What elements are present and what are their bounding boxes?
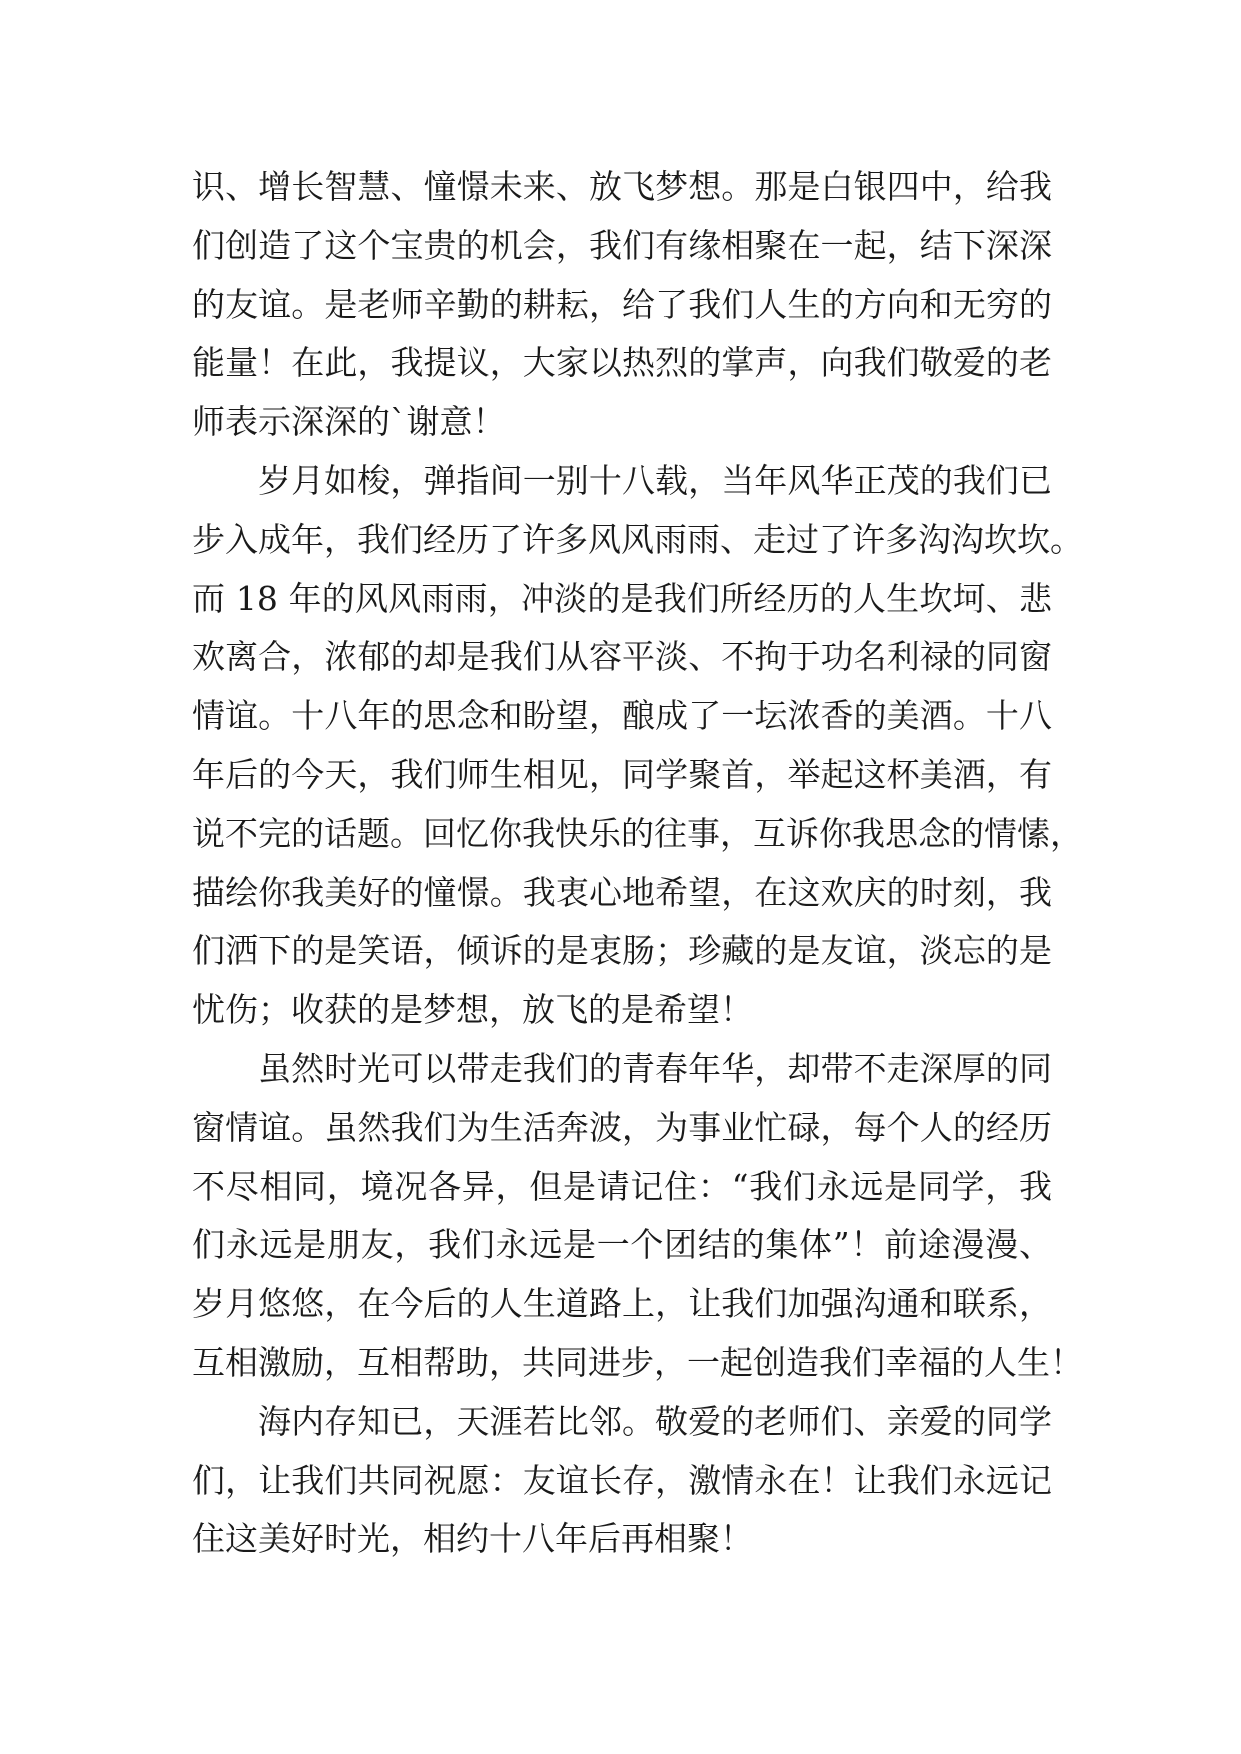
paragraph-2-line-9: 们洒下的是笑语，倾诉的是衷肠；珍藏的是友谊，淡忘的是 [192, 931, 1052, 971]
paragraph-2-line-8: 描绘你我美好的憧憬。我衷心地希望，在这欢庆的时刻，我 [192, 872, 1052, 912]
paragraph-2-line-2: 步入成年，我们经历了许多风风雨雨、走过了许多沟沟坎坎。 [192, 519, 1083, 559]
paragraph-2-line-7: 说不完的话题。回忆你我快乐的往事，互诉你我思念的情愫， [192, 813, 1083, 853]
paragraph-3-line-5: 岁月悠悠，在今后的人生道路上，让我们加强沟通和联系， [192, 1284, 1052, 1324]
paragraph-3-line-2: 窗情谊。虽然我们为生活奔波，为事业忙碌，每个人的经历 [192, 1107, 1052, 1147]
paragraph-2-line-6: 年后的今天，我们师生相见，同学聚首，举起这杯美酒，有 [192, 754, 1052, 794]
paragraph-3-line-1: 虽然时光可以带走我们的青春年华，却带不走深厚的同 [258, 1048, 1052, 1088]
paragraph-1-line-2: 们创造了这个宝贵的机会，我们有缘相聚在一起，结下深深 [192, 225, 1052, 265]
paragraph-2-line-3: 而 18 年的风风雨雨，冲淡的是我们所经历的人生坎坷、悲 [192, 578, 1052, 618]
paragraph-1-line-5: 师表示深深的`谢意！ [192, 402, 506, 442]
paragraph-2-line-5: 情谊。十八年的思念和盼望，酿成了一坛浓香的美酒。十八 [192, 696, 1052, 736]
paragraph-4-line-1: 海内存知已，天涯若比邻。敬爱的老师们、亲爱的同学 [258, 1401, 1052, 1441]
paragraph-3-line-3: 不尽相同，境况各异，但是请记住：“我们永远是同学，我 [192, 1166, 1052, 1206]
paragraph-2-line-1: 岁月如梭，弹指间一别十八载，当年风华正茂的我们已 [258, 460, 1052, 500]
paragraph-1-line-4: 能量！在此，我提议，大家以热烈的掌声，向我们敬爱的老 [192, 343, 1052, 383]
paragraph-3-line-4: 们永远是朋友，我们永远是一个团结的集体”！前途漫漫、 [192, 1225, 1052, 1265]
paragraph-1-line-3: 的友谊。是老师辛勤的耕耘，给了我们人生的方向和无穷的 [192, 284, 1052, 324]
paragraph-2-line-4: 欢离合，浓郁的却是我们从容平淡、不拘于功名利禄的同窗 [192, 637, 1052, 677]
document-body [192, 158, 1083, 1569]
paragraph-1-line-1: 识、增长智慧、憧憬未来、放飞梦想。那是白银四中，给我 [192, 167, 1052, 206]
paragraph-4-line-3: 住这美好时光，相约十八年后再相聚！ [192, 1519, 753, 1559]
paragraph-3-line-6: 互相激励，互相帮助，共同进步，一起创造我们幸福的人生！ [192, 1342, 1083, 1382]
paragraph-4-line-2: 们，让我们共同祝愿：友谊长存，激情永在！让我们永远记 [192, 1460, 1052, 1500]
paragraph-2-line-10: 忧伤；收获的是梦想，放飞的是希望！ [192, 990, 753, 1030]
